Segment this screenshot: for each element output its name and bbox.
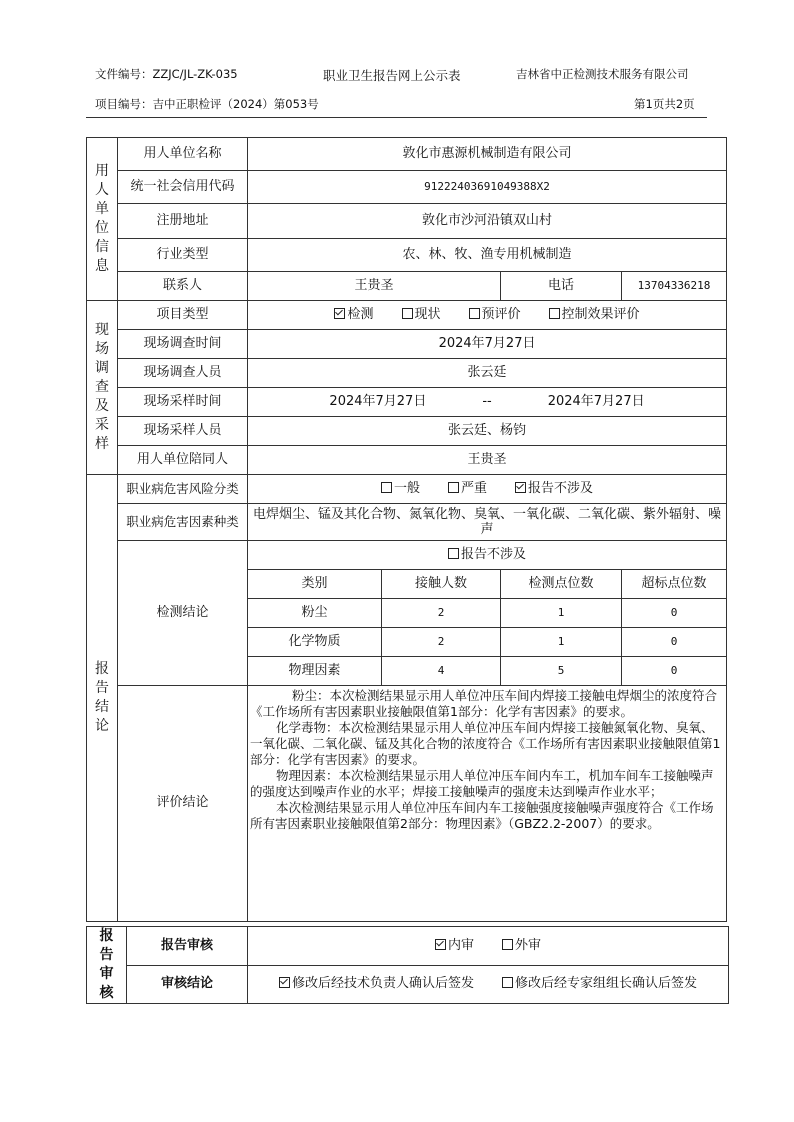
review-result-label: 审核结论: [127, 965, 248, 1004]
checked-box-icon[interactable]: [334, 308, 345, 319]
checkbox-label: 控制效果评价: [561, 306, 640, 322]
sampling-separator: --: [482, 393, 492, 409]
header-rule: [86, 117, 707, 118]
checkbox-label: 严重: [461, 480, 488, 496]
checkbox-label: 预评价: [481, 306, 521, 322]
section-char: 位: [95, 220, 109, 236]
disclosure-table: [86, 137, 727, 922]
checkbox-icon: [448, 548, 459, 559]
checked-box-icon[interactable]: [515, 482, 526, 493]
section-char: 采: [95, 417, 109, 433]
evaluation-paragraph: 化学毒物：本次检测结果显示用人单位冲压车间内焊接工接触氮氧化物、臭氧、一氧化碳、二氧化碳、锰及其化合物的浓度符合《工作场所有害因素职业接触限值第1部分：化学有害因素》的要求。: [250, 720, 721, 767]
section-char: 信: [95, 239, 109, 255]
section-conclusion: [87, 475, 118, 922]
detection-label: 检测结论: [118, 541, 248, 686]
project-type-label: 项目类型: [118, 301, 248, 330]
checkbox-label: 外审: [515, 937, 542, 953]
checkbox-option[interactable]: [502, 976, 697, 991]
section-char: 告: [95, 680, 109, 696]
sampling-staff: 张云廷、杨钧: [248, 417, 727, 446]
checkbox-icon[interactable]: [402, 308, 413, 319]
phone-number: 13704336218: [622, 272, 727, 301]
section-char: 调: [95, 360, 109, 376]
checkbox-option[interactable]: [502, 938, 541, 953]
evaluation-paragraph: 本次检测结果显示用人单位冲压车间内车工接触强度接触噪声强度符合《工作场所有害因素职业接触限值第2部分：物理因素》（GBZ2.2-2007）的要求。: [250, 800, 714, 831]
survey-time: 2024年7月27日: [248, 330, 727, 359]
section-char: 单: [95, 201, 109, 217]
sampling-time: [248, 388, 727, 417]
contact-name: 王贵圣: [248, 272, 501, 301]
page-title: 职业卫生报告网上公示表: [323, 68, 461, 83]
escort-label: 用人单位陪同人: [118, 446, 248, 475]
section-char: 样: [95, 436, 109, 452]
risk-options: [248, 475, 727, 504]
industry: 农、林、牧、渔专用机械制造: [248, 239, 727, 272]
phone-label: 电话: [501, 272, 622, 301]
section-char: 结: [95, 699, 109, 715]
section-char: 场: [95, 341, 109, 357]
row-exceed: 0: [622, 657, 727, 686]
checkbox-option[interactable]: [381, 481, 420, 496]
section-char: 及: [95, 398, 109, 414]
row-exposed: 2: [382, 599, 501, 628]
page-number: 第1页共2页: [634, 97, 695, 111]
section-char: 人: [95, 182, 109, 198]
evaluation-label: 评价结论: [118, 686, 248, 922]
evaluation-text: [248, 686, 727, 922]
checkbox-label: 检测: [347, 306, 374, 322]
address: 敦化市沙河沿镇双山村: [248, 204, 727, 239]
section-char: 核: [99, 985, 114, 1001]
sampling-start: 2024年7月27日: [329, 393, 427, 409]
project-number: 项目编号：吉中正职检评（2024）第053号: [95, 97, 319, 111]
row-exposed: 2: [382, 628, 501, 657]
checked-box-icon[interactable]: [435, 939, 446, 950]
checkbox-option[interactable]: [435, 938, 474, 953]
section-survey: [87, 301, 118, 475]
checkbox-icon[interactable]: [381, 482, 392, 493]
survey-staff-label: 现场调查人员: [118, 359, 248, 388]
row-category: 粉尘: [248, 599, 382, 628]
checkbox-option[interactable]: [279, 976, 474, 991]
review-options: [248, 927, 729, 966]
checkbox-icon[interactable]: [448, 482, 459, 493]
employer-name-label: 用人单位名称: [118, 138, 248, 171]
checkbox-label: 现状: [414, 306, 441, 322]
not-involved-option: [248, 541, 727, 570]
section-char: 查: [95, 379, 109, 395]
header-points: 检测点位数: [501, 570, 622, 599]
employer-name: 敦化市惠源机械制造有限公司: [248, 138, 727, 171]
review-result-options: [248, 965, 729, 1004]
sampling-staff-label: 现场采样人员: [118, 417, 248, 446]
header-exceed: 超标点位数: [622, 570, 727, 599]
contact-label: 联系人: [118, 272, 248, 301]
doc-number: 文件编号：ZZJC/JL-ZK-035: [95, 67, 238, 81]
evaluation-paragraph: 粉尘：本次检测结果显示用人单位冲压车间内焊接工接触电焊烟尘的浓度符合《工作场所有害因素职业接触限值第1部分：化学有害因素》的要求。: [250, 688, 718, 719]
checkbox-label: 报告不涉及: [528, 480, 594, 496]
checkbox-label: 内审: [447, 937, 474, 953]
header-category: 类别: [248, 570, 382, 599]
checkbox-icon[interactable]: [502, 939, 513, 950]
review-label: 报告审核: [127, 927, 248, 966]
row-exceed: 0: [622, 628, 727, 657]
address-label: 注册地址: [118, 204, 248, 239]
credit-code: 91222403691049388X2: [248, 171, 727, 204]
row-category: 化学物质: [248, 628, 382, 657]
section-char: 告: [99, 947, 114, 963]
checkbox-icon[interactable]: [502, 977, 513, 988]
sampling-end: 2024年7月27日: [547, 393, 645, 409]
header-exposed: 接触人数: [382, 570, 501, 599]
evaluation-paragraph: 物理因素：本次检测结果显示用人单位冲压车间内车工，机加车间车工接触噪声的强度达到噪声作业的水平；焊接工接触噪声的强度未达到噪声作业水平；: [250, 768, 714, 799]
section-char: 息: [95, 258, 109, 274]
company-name: 吉林省中正检测技术服务有限公司: [516, 67, 689, 81]
factors-label: 职业病危害因素种类: [118, 504, 248, 541]
section-char: 审: [99, 966, 114, 982]
section-char: 现: [95, 322, 109, 338]
row-category: 物理因素: [248, 657, 382, 686]
project-type-options: [248, 301, 727, 330]
survey-time-label: 现场调查时间: [118, 330, 248, 359]
section-review: [87, 927, 127, 1004]
row-exceed: 0: [622, 599, 727, 628]
escort: 王贵圣: [248, 446, 727, 475]
review-table: [86, 926, 729, 1004]
section-char: 报: [99, 928, 114, 944]
checkbox-label: 修改后经技术负责人确认后签发: [291, 976, 474, 992]
row-points: 1: [501, 599, 622, 628]
section-char: 用: [95, 163, 109, 179]
factors: 电焊烟尘、锰及其化合物、氮氧化物、臭氧、一氧化碳、二氧化碳、紫外辐射、噪声: [248, 504, 727, 541]
checkbox-label: 一般: [393, 480, 420, 496]
checkbox-option[interactable]: [549, 307, 640, 322]
checkbox-label: 修改后经专家组组长确认后签发: [515, 976, 698, 992]
sampling-time-label: 现场采样时间: [118, 388, 248, 417]
row-exposed: 4: [382, 657, 501, 686]
section-char: 报: [95, 661, 109, 677]
checkbox-option[interactable]: [402, 307, 441, 322]
section-employer: [87, 138, 118, 301]
checkbox-option[interactable]: [334, 307, 373, 322]
section-char: 论: [95, 718, 109, 734]
checkbox-option[interactable]: [469, 307, 521, 322]
row-points: 1: [501, 628, 622, 657]
industry-label: 行业类型: [118, 239, 248, 272]
checked-box-icon[interactable]: [279, 977, 290, 988]
survey-staff: 张云廷: [248, 359, 727, 388]
checkbox-icon[interactable]: [549, 308, 560, 319]
not-involved-label: 报告不涉及: [461, 546, 527, 562]
checkbox-option[interactable]: [515, 481, 593, 496]
checkbox-option[interactable]: [448, 481, 487, 496]
risk-label: 职业病危害风险分类: [118, 475, 248, 504]
checkbox-icon[interactable]: [469, 308, 480, 319]
row-points: 5: [501, 657, 622, 686]
credit-code-label: 统一社会信用代码: [118, 171, 248, 204]
